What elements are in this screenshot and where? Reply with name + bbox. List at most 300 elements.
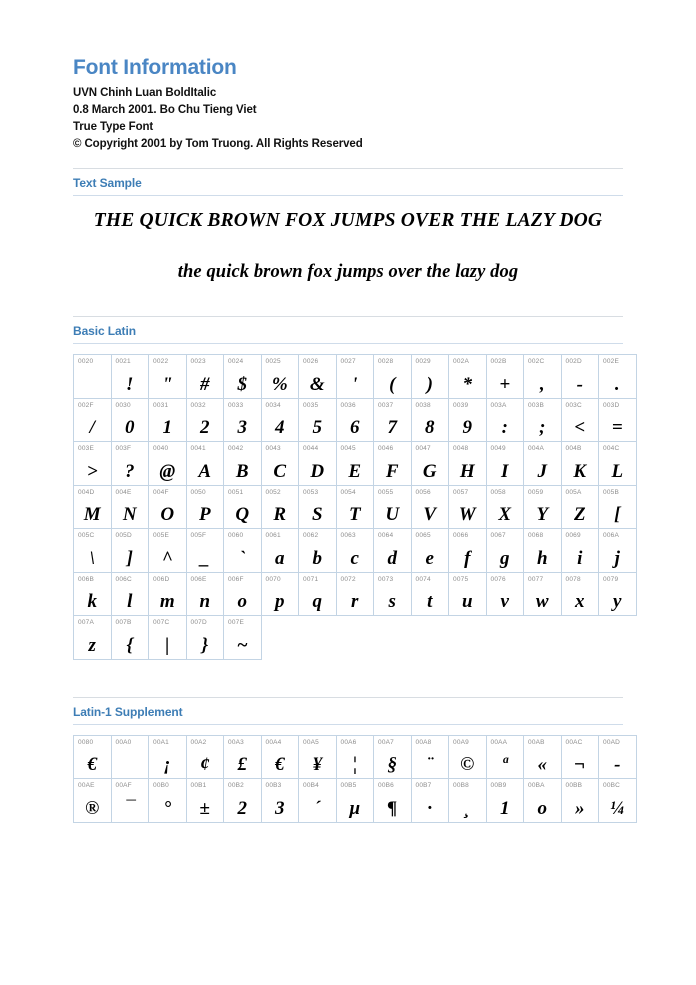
glyph-codepoint: 0054	[340, 488, 356, 496]
glyph-character: 3	[275, 797, 285, 819]
glyph-cell[interactable]	[74, 442, 112, 486]
glyph-codepoint: 004B	[565, 445, 582, 453]
glyph-cell[interactable]	[299, 735, 337, 779]
glyph-cell[interactable]	[411, 572, 449, 616]
glyph-character: 6	[350, 417, 360, 439]
glyph-cell[interactable]	[599, 735, 637, 779]
glyph-codepoint: 00A4	[265, 738, 282, 746]
glyph-cell[interactable]	[261, 572, 299, 616]
glyph-cell[interactable]	[336, 442, 374, 486]
glyph-cell[interactable]	[599, 398, 637, 442]
glyph-cell[interactable]	[74, 735, 112, 779]
glyph-cell[interactable]	[411, 485, 449, 529]
glyph-character: .	[614, 373, 620, 395]
text-sample-block	[73, 196, 623, 301]
glyph-codepoint: 00BC	[603, 782, 621, 790]
glyph-cell[interactable]	[224, 572, 262, 616]
glyph-codepoint: 00B7	[415, 782, 432, 790]
glyph-cell[interactable]	[486, 572, 524, 616]
glyph-cell[interactable]	[336, 485, 374, 529]
glyph-character: £	[237, 754, 247, 776]
glyph-cell-empty	[486, 616, 524, 660]
glyph-codepoint: 00B4	[303, 782, 319, 790]
glyph-codepoint: 00A8	[415, 738, 432, 746]
glyph-cell[interactable]	[111, 529, 149, 573]
glyph-cell[interactable]	[299, 485, 337, 529]
glyph-character: I	[501, 460, 509, 482]
glyph-cell[interactable]	[524, 735, 562, 779]
glyph-character: M	[83, 504, 101, 526]
glyph-codepoint: 004E	[115, 488, 132, 496]
section-spacer	[73, 660, 623, 682]
glyph-character: ^	[161, 547, 173, 569]
glyph-cell[interactable]	[561, 529, 599, 573]
glyph-cell[interactable]	[261, 779, 299, 823]
glyph-character: B	[235, 460, 249, 482]
glyph-character: #	[200, 373, 210, 395]
glyph-character: 2	[237, 797, 247, 819]
glyph-cell[interactable]	[336, 572, 374, 616]
glyph-cell[interactable]	[449, 572, 487, 616]
glyph-cell[interactable]	[111, 572, 149, 616]
glyph-codepoint: 004D	[78, 488, 95, 496]
glyph-character: :	[501, 417, 508, 439]
glyph-cell[interactable]	[149, 572, 187, 616]
glyph-cell[interactable]	[74, 485, 112, 529]
glyph-character: R	[273, 504, 287, 526]
glyph-character: L	[611, 460, 624, 482]
glyph-character: H	[459, 460, 475, 482]
glyph-codepoint: 0050	[190, 488, 206, 496]
glyph-cell[interactable]	[411, 529, 449, 573]
glyph-character: 0	[125, 417, 135, 439]
latin1-supplement-rows	[74, 735, 637, 822]
glyph-character: P	[198, 504, 211, 526]
glyph-cell[interactable]	[336, 398, 374, 442]
glyph-codepoint: 006C	[115, 575, 132, 583]
glyph-cell[interactable]	[374, 572, 412, 616]
glyph-cell[interactable]	[486, 529, 524, 573]
glyph-character: +	[499, 373, 511, 395]
glyph-cell[interactable]	[261, 735, 299, 779]
glyph-cell[interactable]	[186, 572, 224, 616]
glyph-cell[interactable]	[186, 529, 224, 573]
glyph-cell[interactable]	[74, 529, 112, 573]
glyph-character	[112, 746, 149, 778]
glyph-cell[interactable]	[374, 398, 412, 442]
glyph-cell[interactable]	[149, 779, 187, 823]
glyph-character: n	[199, 591, 211, 613]
glyph-character: ±	[199, 797, 210, 819]
glyph-cell[interactable]	[224, 616, 262, 660]
glyph-codepoint: 0064	[378, 532, 394, 540]
glyph-cell[interactable]	[561, 485, 599, 529]
glyph-cell[interactable]	[336, 735, 374, 779]
glyph-cell[interactable]	[149, 442, 187, 486]
page-title: Font Information	[73, 56, 237, 79]
glyph-cell[interactable]	[524, 355, 562, 399]
glyph-cell[interactable]	[524, 485, 562, 529]
glyph-cell[interactable]	[449, 529, 487, 573]
glyph-cell[interactable]	[411, 735, 449, 779]
glyph-character: -	[576, 373, 583, 395]
glyph-cell[interactable]	[111, 616, 149, 660]
glyph-character: ¥	[312, 754, 322, 776]
glyph-cell[interactable]	[336, 355, 374, 399]
glyph-cell[interactable]	[224, 735, 262, 779]
glyph-cell[interactable]	[186, 355, 224, 399]
glyph-character: \	[89, 547, 95, 569]
glyph-cell-empty	[561, 616, 599, 660]
glyph-cell[interactable]	[299, 529, 337, 573]
glyph-codepoint: 0039	[453, 401, 469, 409]
glyph-cell[interactable]	[486, 735, 524, 779]
glyph-cell[interactable]	[599, 355, 637, 399]
glyph-cell[interactable]	[599, 779, 637, 823]
glyph-cell[interactable]	[186, 485, 224, 529]
glyph-codepoint: 0028	[378, 358, 394, 366]
glyph-character: b	[312, 547, 322, 569]
glyph-cell[interactable]	[486, 355, 524, 399]
glyph-codepoint: 004A	[528, 445, 544, 453]
glyph-cell[interactable]	[449, 442, 487, 486]
glyph-character: 4	[275, 417, 285, 439]
glyph-cell[interactable]	[486, 779, 524, 823]
glyph-codepoint: 0063	[340, 532, 356, 540]
glyph-cell[interactable]	[336, 529, 374, 573]
glyph-character: )	[426, 373, 433, 395]
glyph-character: 9	[462, 417, 472, 439]
glyph-cell[interactable]	[186, 442, 224, 486]
glyph-cell-empty	[449, 616, 487, 660]
glyph-cell[interactable]	[599, 572, 637, 616]
glyph-character: 2	[200, 417, 210, 439]
glyph-cell[interactable]	[224, 485, 262, 529]
glyph-character: "	[161, 373, 173, 395]
glyph-character: _	[200, 547, 210, 569]
glyph-codepoint: 00AE	[78, 782, 95, 790]
glyph-codepoint: 0062	[303, 532, 319, 540]
glyph-cell-empty	[299, 616, 337, 660]
glyph-cell[interactable]	[374, 529, 412, 573]
glyph-cell[interactable]	[486, 485, 524, 529]
glyph-cell[interactable]	[186, 735, 224, 779]
glyph-character: 1	[162, 417, 172, 439]
glyph-codepoint: 006B	[78, 575, 94, 583]
glyph-codepoint: 00AF	[115, 782, 132, 790]
glyph-cell[interactable]	[449, 485, 487, 529]
glyph-cell[interactable]	[299, 572, 337, 616]
glyph-cell[interactable]	[374, 735, 412, 779]
glyph-cell[interactable]	[261, 485, 299, 529]
glyph-character: !	[126, 373, 134, 395]
glyph-cell-empty	[599, 616, 637, 660]
glyph-cell[interactable]	[74, 779, 112, 823]
glyph-codepoint: 003A	[490, 401, 507, 409]
glyph-codepoint: 0025	[265, 358, 281, 366]
glyph-cell[interactable]	[299, 355, 337, 399]
glyph-codepoint: 005B	[603, 488, 619, 496]
glyph-row	[74, 485, 637, 529]
glyph-cell[interactable]	[149, 616, 187, 660]
glyph-character: h	[536, 547, 548, 569]
glyph-codepoint: 00AB	[528, 738, 545, 746]
glyph-cell[interactable]	[449, 398, 487, 442]
glyph-cell[interactable]	[224, 355, 262, 399]
glyph-character: {	[126, 634, 134, 656]
basic-latin-rows	[74, 355, 637, 660]
glyph-codepoint: 006A	[603, 532, 619, 540]
glyph-character: `	[239, 547, 246, 569]
glyph-cell[interactable]	[374, 355, 412, 399]
glyph-codepoint: 0045	[340, 445, 356, 453]
glyph-cell[interactable]	[374, 485, 412, 529]
glyph-codepoint: 0046	[378, 445, 394, 453]
glyph-cell[interactable]	[561, 735, 599, 779]
glyph-character: u	[461, 591, 473, 613]
glyph-character: x	[575, 591, 585, 613]
glyph-character: >	[86, 460, 98, 482]
glyph-character: =	[611, 417, 623, 439]
glyph-cell[interactable]	[224, 529, 262, 573]
glyph-cell[interactable]	[111, 398, 149, 442]
glyph-character: T	[348, 504, 361, 526]
glyph-cell[interactable]	[224, 398, 262, 442]
glyph-cell[interactable]	[561, 442, 599, 486]
glyph-codepoint: 0035	[303, 401, 319, 409]
glyph-character: D	[310, 460, 325, 482]
glyph-codepoint: 00A5	[303, 738, 319, 746]
glyph-cell[interactable]	[224, 779, 262, 823]
glyph-cell[interactable]	[411, 355, 449, 399]
glyph-character: ´	[314, 797, 321, 819]
glyph-codepoint: 0056	[415, 488, 431, 496]
glyph-codepoint: 0076	[490, 575, 506, 583]
glyph-codepoint: 005E	[153, 532, 169, 540]
glyph-codepoint: 002D	[565, 358, 582, 366]
glyph-cell[interactable]	[149, 398, 187, 442]
glyph-codepoint: 006F	[228, 575, 244, 583]
glyph-cell[interactable]	[261, 442, 299, 486]
glyph-cell[interactable]	[374, 779, 412, 823]
glyph-codepoint: 00A3	[228, 738, 244, 746]
glyph-cell[interactable]	[411, 398, 449, 442]
glyph-cell[interactable]	[299, 442, 337, 486]
glyph-cell[interactable]	[524, 572, 562, 616]
glyph-character: §	[387, 754, 397, 776]
font-version-line: 0.8 March 2001. Bo Chu Tieng Viet	[73, 104, 257, 117]
glyph-cell[interactable]	[599, 485, 637, 529]
glyph-character: ®	[85, 797, 100, 819]
glyph-codepoint: 00BB	[565, 782, 583, 790]
glyph-character: ~	[236, 634, 248, 656]
glyph-codepoint: 0077	[528, 575, 544, 583]
glyph-cell[interactable]	[561, 779, 599, 823]
glyph-character: }	[201, 634, 209, 656]
glyph-cell[interactable]	[111, 355, 149, 399]
glyph-cell[interactable]	[561, 398, 599, 442]
glyph-character: A	[198, 460, 212, 482]
glyph-cell-empty	[411, 616, 449, 660]
glyph-codepoint: 0040	[153, 445, 169, 453]
glyph-cell[interactable]	[111, 485, 149, 529]
glyph-character: »	[575, 797, 585, 819]
glyph-character: X	[498, 504, 512, 526]
glyph-cell[interactable]	[299, 779, 337, 823]
glyph-codepoint: 00AA	[490, 738, 508, 746]
glyph-codepoint: 005D	[115, 532, 132, 540]
glyph-codepoint: 006E	[190, 575, 207, 583]
glyph-cell[interactable]	[449, 735, 487, 779]
glyph-character: q	[312, 591, 322, 613]
glyph-character: G	[422, 460, 437, 482]
glyph-codepoint: 007B	[115, 619, 132, 627]
glyph-row	[74, 779, 637, 823]
glyph-cell[interactable]	[111, 735, 149, 779]
glyph-cell[interactable]	[524, 529, 562, 573]
glyph-codepoint: 0052	[265, 488, 281, 496]
glyph-cell[interactable]	[599, 529, 637, 573]
glyph-character: €	[87, 754, 97, 776]
glyph-cell[interactable]	[524, 779, 562, 823]
glyph-cell[interactable]	[74, 398, 112, 442]
glyph-cell[interactable]	[74, 616, 112, 660]
font-format-line: True Type Font	[73, 121, 154, 134]
glyph-character: (	[389, 373, 396, 395]
glyph-character: µ	[349, 797, 361, 819]
glyph-codepoint: 0049	[490, 445, 506, 453]
glyph-codepoint: 0059	[528, 488, 544, 496]
glyph-cell[interactable]	[449, 355, 487, 399]
glyph-cell[interactable]	[111, 442, 149, 486]
glyph-codepoint: 005C	[78, 532, 95, 540]
glyph-cell[interactable]	[561, 572, 599, 616]
glyph-character: V	[423, 504, 437, 526]
font-name-line: UVN Chinh Luan BoldItalic	[73, 87, 217, 100]
glyph-cell[interactable]	[261, 355, 299, 399]
glyph-codepoint: 0043	[265, 445, 281, 453]
sample-lowercase: the quick brown fox jumps over the lazy dog	[177, 262, 519, 283]
glyph-character: C	[273, 460, 287, 482]
glyph-cell[interactable]	[411, 779, 449, 823]
glyph-codepoint: 00B5	[340, 782, 357, 790]
glyph-codepoint: 003F	[115, 445, 132, 453]
glyph-cell[interactable]	[224, 442, 262, 486]
glyph-codepoint: 004C	[603, 445, 620, 453]
glyph-codepoint: 0051	[228, 488, 244, 496]
glyph-cell[interactable]	[524, 442, 562, 486]
glyph-character: *	[462, 373, 472, 395]
glyph-codepoint: 0042	[228, 445, 244, 453]
glyph-codepoint: 00BA	[528, 782, 545, 790]
glyph-codepoint: 002B	[490, 358, 507, 366]
glyph-cell[interactable]	[449, 779, 487, 823]
glyph-character: '	[352, 373, 358, 395]
glyph-character: Z	[573, 504, 586, 526]
glyph-codepoint: 0032	[190, 401, 206, 409]
glyph-codepoint: 003E	[78, 445, 94, 453]
glyph-codepoint: 0065	[415, 532, 431, 540]
glyph-cell[interactable]	[74, 355, 112, 399]
glyph-character: [	[614, 504, 621, 526]
glyph-cell[interactable]	[374, 442, 412, 486]
glyph-row	[74, 616, 637, 660]
glyph-cell[interactable]	[149, 529, 187, 573]
glyph-codepoint: 007D	[190, 619, 207, 627]
glyph-character: p	[275, 591, 285, 613]
glyph-cell[interactable]	[486, 398, 524, 442]
glyph-codepoint: 0068	[528, 532, 544, 540]
glyph-character: g	[500, 547, 510, 569]
glyph-codepoint: 0038	[415, 401, 431, 409]
glyph-cell-empty	[374, 616, 412, 660]
glyph-cell[interactable]	[599, 442, 637, 486]
glyph-cell[interactable]	[74, 572, 112, 616]
glyph-cell[interactable]	[186, 398, 224, 442]
latin1-rule-under	[73, 724, 623, 725]
glyph-codepoint: 0061	[265, 532, 281, 540]
glyph-cell-empty	[524, 616, 562, 660]
glyph-codepoint: 0069	[565, 532, 581, 540]
glyph-codepoint: 0067	[490, 532, 506, 540]
glyph-codepoint: 00B2	[228, 782, 244, 790]
glyph-cell[interactable]	[411, 442, 449, 486]
glyph-codepoint: 00B1	[190, 782, 207, 790]
glyph-character: ¢	[200, 754, 210, 776]
glyph-cell[interactable]	[149, 485, 187, 529]
glyph-character: ©	[460, 754, 475, 776]
glyph-cell[interactable]	[336, 779, 374, 823]
glyph-character: m	[159, 591, 175, 613]
glyph-cell[interactable]	[561, 355, 599, 399]
glyph-character: s	[388, 591, 396, 613]
latin1-supplement-heading: Latin-1 Supplement	[73, 704, 183, 719]
glyph-cell[interactable]	[299, 398, 337, 442]
glyph-cell-empty	[261, 616, 299, 660]
glyph-codepoint: 0026	[303, 358, 319, 366]
glyph-codepoint: 00B9	[490, 782, 507, 790]
glyph-codepoint: 005A	[565, 488, 582, 496]
glyph-codepoint: 0070	[265, 575, 281, 583]
latin1-supplement-glyph-table	[73, 735, 637, 823]
glyph-codepoint: 0041	[190, 445, 206, 453]
glyph-codepoint: 00B8	[453, 782, 469, 790]
glyph-cell[interactable]	[111, 779, 149, 823]
glyph-character: 7	[387, 417, 397, 439]
glyph-character: F	[385, 460, 399, 482]
glyph-cell[interactable]	[486, 442, 524, 486]
glyph-cell[interactable]	[261, 529, 299, 573]
glyph-codepoint: 007C	[153, 619, 170, 627]
glyph-cell[interactable]	[186, 616, 224, 660]
basic-latin-rule-under	[73, 343, 623, 344]
glyph-character: O	[160, 504, 175, 526]
glyph-codepoint: 003D	[603, 401, 620, 409]
glyph-codepoint: 0080	[78, 738, 94, 746]
glyph-character: $	[237, 373, 247, 395]
glyph-character: l	[127, 591, 133, 613]
glyph-cell[interactable]	[524, 398, 562, 442]
glyph-codepoint: 007E	[228, 619, 244, 627]
glyph-character: w	[535, 591, 549, 613]
glyph-codepoint: 0053	[303, 488, 319, 496]
glyph-cell[interactable]	[149, 735, 187, 779]
glyph-character: ¨	[426, 754, 433, 776]
glyph-cell[interactable]	[149, 355, 187, 399]
glyph-character: ¯	[125, 797, 135, 819]
glyph-cell[interactable]	[186, 779, 224, 823]
glyph-cell[interactable]	[261, 398, 299, 442]
